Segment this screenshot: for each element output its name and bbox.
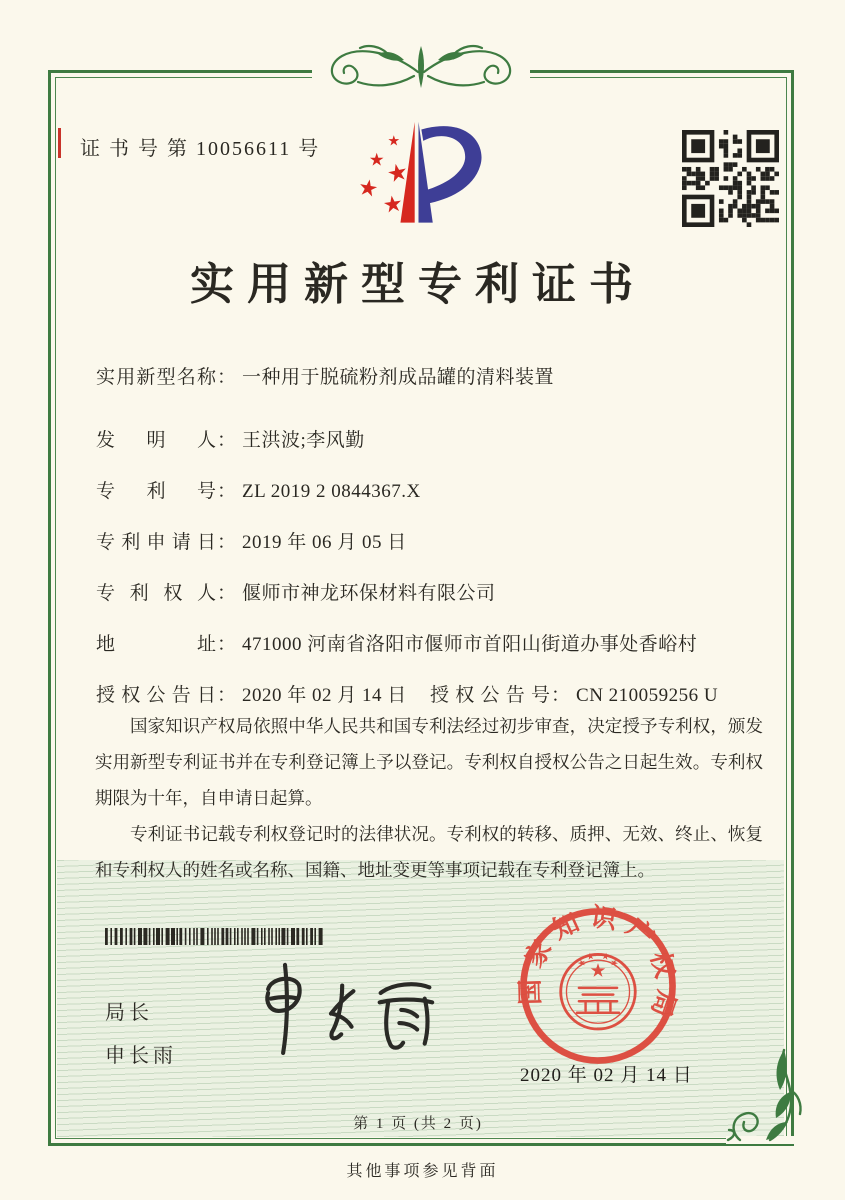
director-name: 申长雨	[105, 1045, 177, 1067]
field-value: 471000 河南省洛阳市偃师市首阳山街道办事处香峪村	[242, 634, 698, 655]
field-label: 发明人	[96, 430, 216, 451]
field-value: ZL 2019 2 0844367.X	[242, 481, 421, 502]
cnipa-logo-icon	[333, 116, 523, 238]
field-patentee: 专利权人 ： 偃师市神龙环保材料有限公司	[96, 578, 786, 605]
field-label: 专利申请日	[96, 532, 216, 553]
red-edge-mark	[58, 128, 61, 158]
field-value: 2020 年 02 月 14 日	[242, 685, 407, 706]
field-address: 地址 ： 471000 河南省洛阳市偃师市首阳山街道办事处香峪村	[96, 629, 786, 656]
certificate-title: 实用新型专利证书	[190, 260, 646, 309]
field-grant-row	[96, 680, 786, 707]
field-inventor: 发明人 ： 王洪波;李风勤	[96, 425, 786, 452]
field-label: 专利号	[96, 481, 216, 502]
field-list	[96, 362, 786, 731]
field-grant-date: 授权公告日 ： 2020 年 02 月 14 日	[96, 680, 430, 707]
barcode	[105, 928, 325, 945]
field-label: 地址	[96, 634, 216, 655]
field-grant-number: 授权公告号 ： CN 210059256 U	[430, 680, 718, 707]
field-value: 偃师市神龙环保材料有限公司	[242, 583, 496, 604]
legal-paragraph-2: 专利证书记载专利权登记时的法律状况。专利权的转移、质押、无效、终止、恢复和专利权人的姓名或名称、国籍、地址变更等事项记载在专利登记簿上。	[95, 824, 763, 880]
director-block	[105, 992, 177, 1078]
field-label: 实用新型名称	[96, 367, 216, 388]
legal-paragraph-1: 国家知识产权局依照中华人民共和国专利法经过初步审查，决定授予专利权，颁发实用新型专利证书并在专利登记簿上予以登记。专利权自授权公告之日起生效。专利权期限为十年，自申请日起算。	[95, 716, 763, 808]
seal-date: 2020 年 02 月 14 日	[520, 1065, 693, 1086]
field-value: 一种用于脱硫粉剂成品罐的清料装置	[242, 367, 555, 388]
field-label: 授权公告日	[96, 685, 216, 706]
cnipa-seal	[512, 900, 684, 1072]
field-patent-number: 专利号 ： ZL 2019 2 0844367.X	[96, 476, 786, 503]
director-title: 局长	[105, 1002, 153, 1024]
certificate-number: 证 书 号 第 10056611 号	[80, 138, 321, 160]
seal-text: 国家知识产权局	[515, 902, 682, 1029]
field-value: 2019 年 06 月 05 日	[242, 532, 407, 553]
field-utility-model-name: 实用新型名称 ： 一种用于脱硫粉剂成品罐的清料装置	[96, 362, 786, 389]
field-value: CN 210059256 U	[576, 685, 719, 706]
page-number: 第 1 页 (共 2 页)	[353, 1116, 483, 1132]
legal-text	[95, 708, 763, 888]
field-label: 授权公告号	[430, 685, 550, 706]
back-side-note: 其他事项参见背面	[346, 1163, 499, 1180]
field-label: 专利权人	[96, 583, 216, 604]
director-signature	[240, 958, 465, 1058]
field-application-date: 专利申请日 ： 2019 年 06 月 05 日	[96, 527, 786, 554]
qr-code	[682, 130, 779, 227]
top-border-ornament-icon	[292, 42, 550, 100]
field-value: 王洪波;李风勤	[242, 430, 365, 451]
national-emblem-icon	[561, 952, 636, 1029]
bottom-right-ornament-icon	[726, 1048, 804, 1148]
